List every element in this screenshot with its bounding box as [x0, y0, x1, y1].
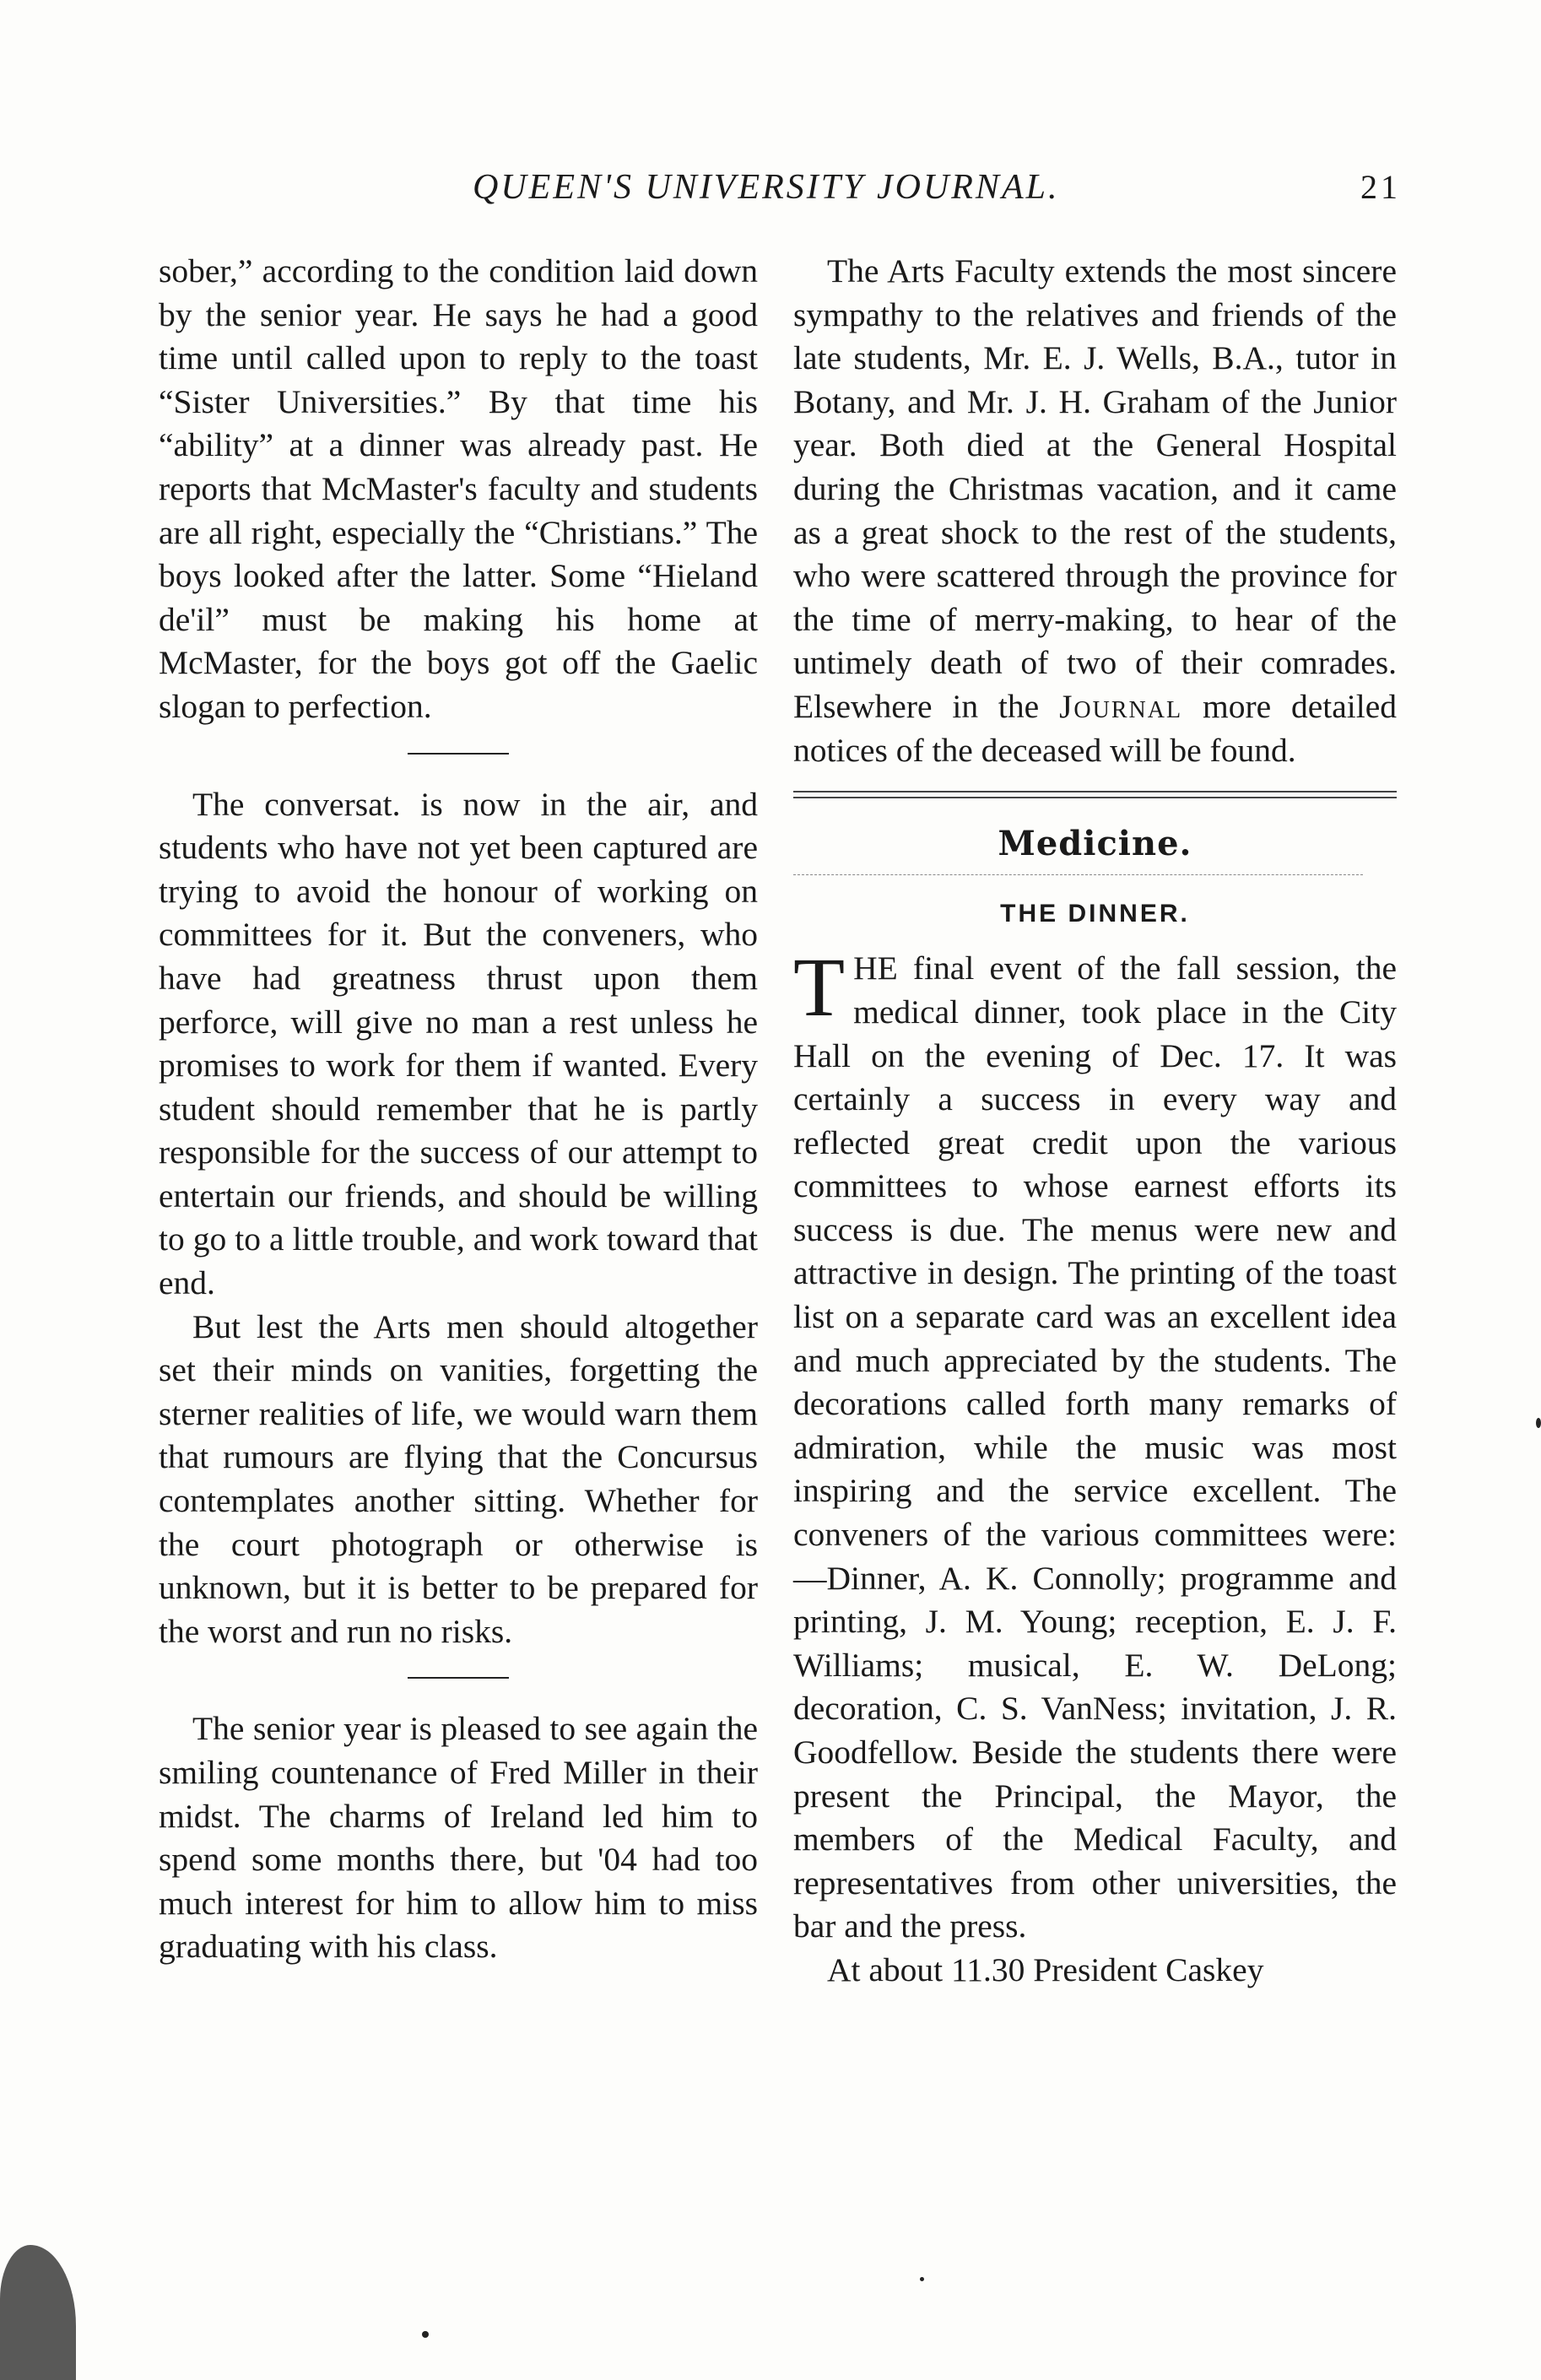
paragraph-conversat: The conversat. is now in the air, and students who have not yet been captured are trying to avoid the honour of working on committees for it. But the conveners, who have had greatness thrust upon them perforce, will give no man a rest unless he promises to work for them if wanted. Every student should remember that he is partly responsible for the success of our attempt to entertain our friends, and should be willing to go to a little trouble, and work toward that end.: [159, 785, 758, 1302]
paragraph-caskey: At about 11.30 President Caskey: [827, 1950, 1264, 1988]
ink-speck: [920, 2277, 924, 2281]
subsection-title-dinner: THE DINNER.: [1000, 899, 1190, 928]
paragraph-dinner: [793, 940, 1397, 1949]
arts-faculty-text-a: The Arts Faculty extends the most sincere sympathy to the relatives and friends of the late students, Mr. E. J. Wells, B.A., tutor in Botany, and Mr. J. H. Graham of the Junior year. Both died at the General Hospital during the Christmas vacation, and it came as a great shock to the rest of the students, who were scattered through the province for the time of merry-making, to hear of the untimely death of two of their comrades. Elsewhere in the: [793, 252, 1397, 725]
paragraph-concursus: But lest the Arts men should altogether set their minds on vanities, forgetting the sterner realities of life, we would warn them that rumours are flying that the Concursus contemplates another sitting. Whether for the court photograph or otherwise is unknown, but it is better to be prepared for the worst and run no risks.: [159, 1307, 758, 1650]
page-number: 21: [1360, 168, 1401, 206]
section-divider: [793, 791, 1397, 798]
ink-speck: [422, 2331, 429, 2338]
dinner-text: HE final event of the fall session, the medical dinner, took place in the City Hall on the evening of Dec. 17. It was certainly a success in every way and reflected great credit upon the various committees to whose earnest efforts its success is due. The menus were new and attractive in design. The printing of the toast list on a separate card was an excellent idea and much appreciated by the students. The decorations called forth many remarks of admiration, while the music was most inspiring and the service excellent. The conveners of the various committees were:—Dinner, A. K. Connolly; programme and printing, J. M. Young; reception, E. J. F. Williams; musical, E. W. DeLong; decoration, C. S. VanNess; invitation, J. R. Goodfellow. Beside the students there were present the Principal, the Mayor, the members of the Medical Faculty, and representatives from other universities, the bar and the press.: [793, 949, 1397, 1945]
journal-name: Journal: [1059, 687, 1183, 725]
running-header: QUEEN'S UNIVERSITY JOURNAL.: [473, 168, 1060, 207]
drop-cap: T: [793, 940, 846, 1035]
ink-speck: [1536, 1418, 1541, 1428]
right-column: [793, 250, 1397, 1993]
ink-speck: [0, 2245, 76, 2380]
section-title-medicine: Medicine.: [998, 824, 1192, 864]
left-column: [159, 250, 758, 1969]
dashed-rule: [793, 874, 1363, 875]
paragraph-sober: sober,” according to the condition laid down by the senior year. He says he had a good time until called upon to reply to the toast “Sister Universities.” By that time his “ability” at a dinner was already past. He reports that McMaster's faculty and students are all right, especially the “Christians.” The boys looked after the latter. Some “Hieland de'il” must be making his home at McMaster, for the boys got off the Gaelic slogan to perfection.: [159, 252, 758, 725]
arts-faculty-text-b: more detailed notices of the deceased will be found.: [793, 687, 1398, 769]
separator-rule: [408, 1677, 509, 1679]
paragraph-senior-year: The senior year is pleased to see again the smiling countenance of Fred Miller in their midst. The charms of Ireland led him to spend some months there, but '04 had too much interest for him to allow him to miss graduating with his class.: [159, 1710, 758, 1966]
separator-rule: [408, 753, 509, 755]
paragraph-arts-faculty: [793, 250, 1397, 772]
